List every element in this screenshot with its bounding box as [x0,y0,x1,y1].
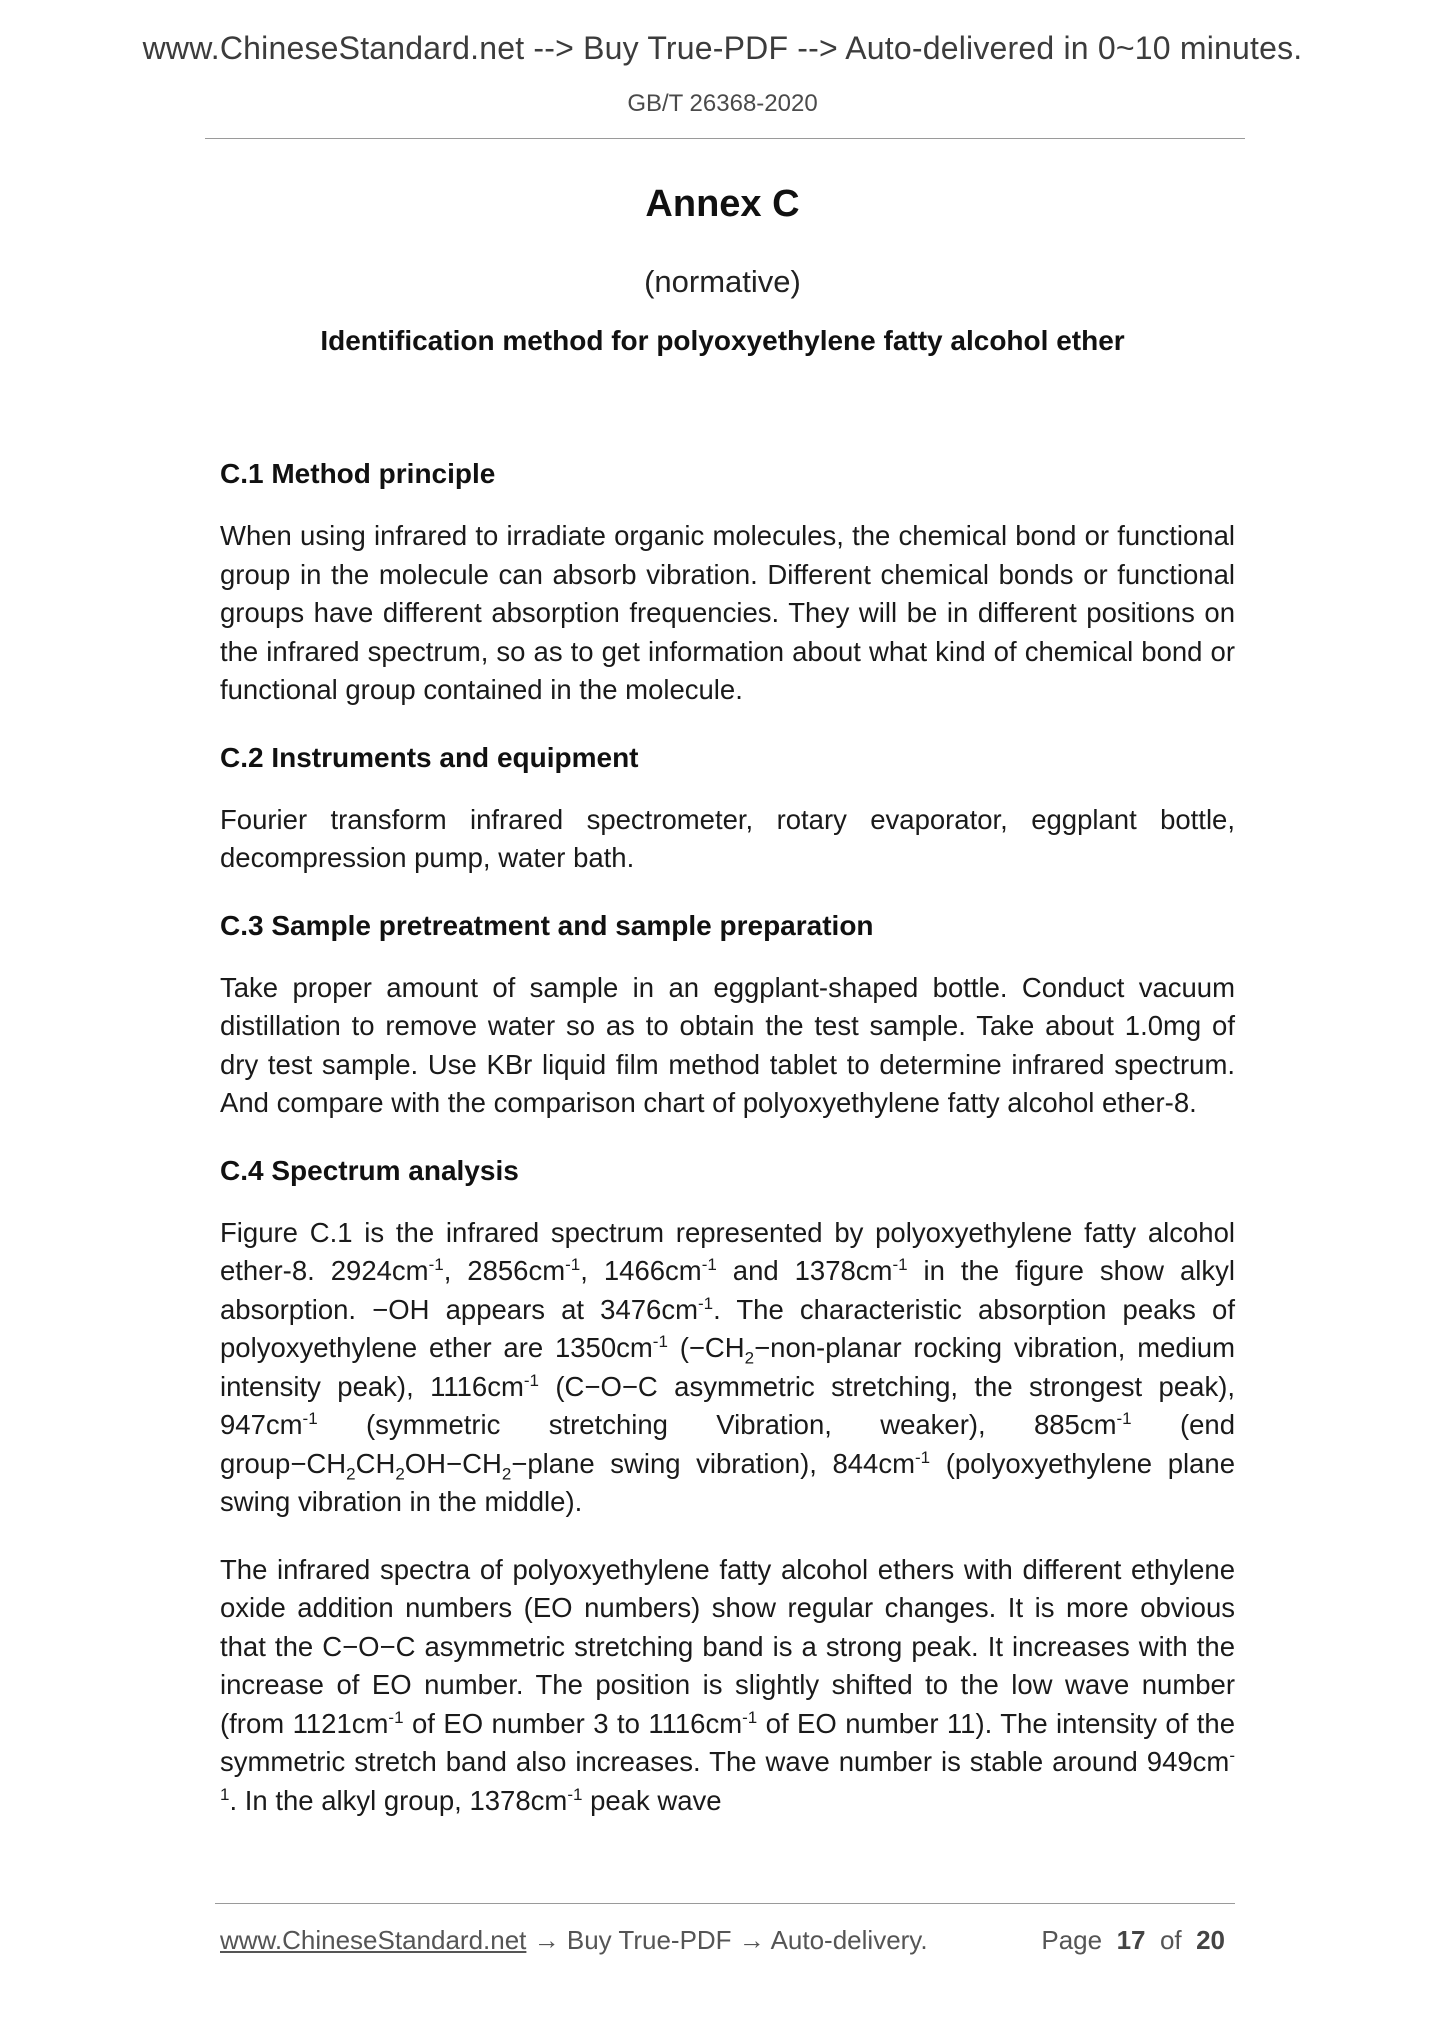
section-heading-c1: C.1 Method principle [220,458,496,489]
superscript: -1 [915,1447,931,1467]
section-heading-c2: C.2 Instruments and equipment [220,741,639,773]
text-run: of EO number 11). The intensity of the symmetric stretch band also increases. The wave number is stable around 949cm [220,1707,1235,1777]
superscript: -1 [1116,1408,1132,1428]
subscript: 2 [501,1464,512,1483]
text-run: peak wave [582,1784,722,1816]
superscript: -1 [892,1254,908,1274]
text-run: and 1378cm [716,1255,893,1286]
superscript: -1 [428,1254,444,1274]
page-number [1041,1925,1225,1956]
superscript: -1 [565,1254,581,1274]
current-page: 17 [1116,1925,1146,1955]
section-text-c1: When using infrared to irradiate organic molecules, the chemical bond or functional group in the molecule can absorb vibration. Different chemical bonds or functional groups have different absorption frequencies. They will be in different positions on the infrared spectrum, so as to get information about what kind of chemical bond or functional group contained in the molecule. [220,520,1235,705]
section-text-c4-para1 [220,1214,1235,1522]
superscript: -1 [698,1293,714,1313]
text-run: , 2856cm [443,1255,566,1286]
annex-subtitle: Identification method for polyoxyethylene fatty alcohol ether [320,325,1125,356]
footer-promo-text: → Buy True-PDF → Auto-delivery. [526,1925,928,1955]
footer-site-link[interactable]: www.ChineseStandard.net [220,1925,527,1955]
text-run: . The characteristic absorption peaks of polyoxyethylene ether are 1350cm [220,1293,1235,1363]
subscript: 2 [395,1464,405,1483]
footer-promo [220,1925,928,1956]
text-run: (polyoxyethylene plane swing vibration in the middle). [220,1447,1235,1517]
text-run: CH [355,1447,396,1479]
superscript: -1 [220,1745,1235,1804]
annex-type: (normative) [644,264,801,299]
superscript: -1 [302,1408,318,1428]
subscript: 2 [744,1348,755,1368]
text-run: −non-planar rocking vibration, medium intensity peak), 1116cm [220,1332,1236,1402]
section-heading-c3: C.3 Sample pretreatment and sample preparation [220,909,874,941]
superscript: -1 [652,1331,668,1351]
text-run: , 1466cm [580,1255,702,1286]
subscript: 2 [346,1464,356,1483]
superscript: -1 [701,1254,717,1274]
text-run: OH−CH [404,1447,502,1479]
section-text-c2: Fourier transform infrared spectrometer, rotary evaporator, eggplant bottle, decompression pump, water bath. [220,803,1235,873]
of-word: of [1159,1925,1182,1955]
superscript: -1 [523,1370,539,1390]
annex-title: Annex C [645,183,800,225]
section-text-c4-para2 [220,1551,1235,1821]
text-run: Figure C.1 is the infrared spectrum represented by polyoxyethylene fatty alcohol ether-8. 2924cm [220,1216,1235,1286]
text-run: in the figure show alkyl absorption. −OH appears at 3476cm [220,1255,1236,1325]
text-run: of EO number 3 to 1116cm [403,1707,743,1739]
superscript: -1 [567,1784,583,1804]
text-run: (−CH [667,1332,745,1363]
top-banner: www.ChineseStandard.net --> Buy True-PDF --> Auto-delivered in 0~10 minutes. [142,30,1303,66]
document-body [220,455,1235,1849]
section-text-c3: Take proper amount of sample in an eggplant-shaped bottle. Conduct vacuum distillation to remove water so as to obtain the test sample. Take about 1.0mg of dry test sample. Use KBr liquid film method tablet to determine infrared spectrum. And compare with the comparison chart of polyoxyethylene fatty alcohol ether-8. [220,971,1235,1118]
document-code: GB/T 26368-2020 [627,90,818,117]
text-run: The infrared spectra of polyoxyethylene fatty alcohol ethers with different ethylene oxide addition numbers (EO numbers) show regular changes. It is more obvious that the C−O−C asymmetric stretching band is a strong peak. It increases with the increase of EO number. The position is slightly shifted to the low wave number (from 1121cm [220,1553,1235,1739]
text-run: (symmetric stretching Vibration, weaker), 885cm [317,1409,1117,1440]
text-run: . In the alkyl group, 1378cm [229,1784,568,1816]
page-word: Page [1041,1925,1103,1955]
footer-divider [215,1903,1235,1904]
text-run: −plane swing vibration), 844cm [511,1447,916,1479]
section-heading-c4: C.4 Spectrum analysis [220,1154,519,1186]
text-run: (end group−CH [220,1409,1235,1479]
total-pages: 20 [1196,1925,1225,1955]
superscript: -1 [742,1707,758,1727]
header-divider [205,138,1245,139]
superscript: -1 [388,1707,404,1727]
text-run: (C−O−C asymmetric stretching, the strongest peak), 947cm [220,1370,1235,1440]
